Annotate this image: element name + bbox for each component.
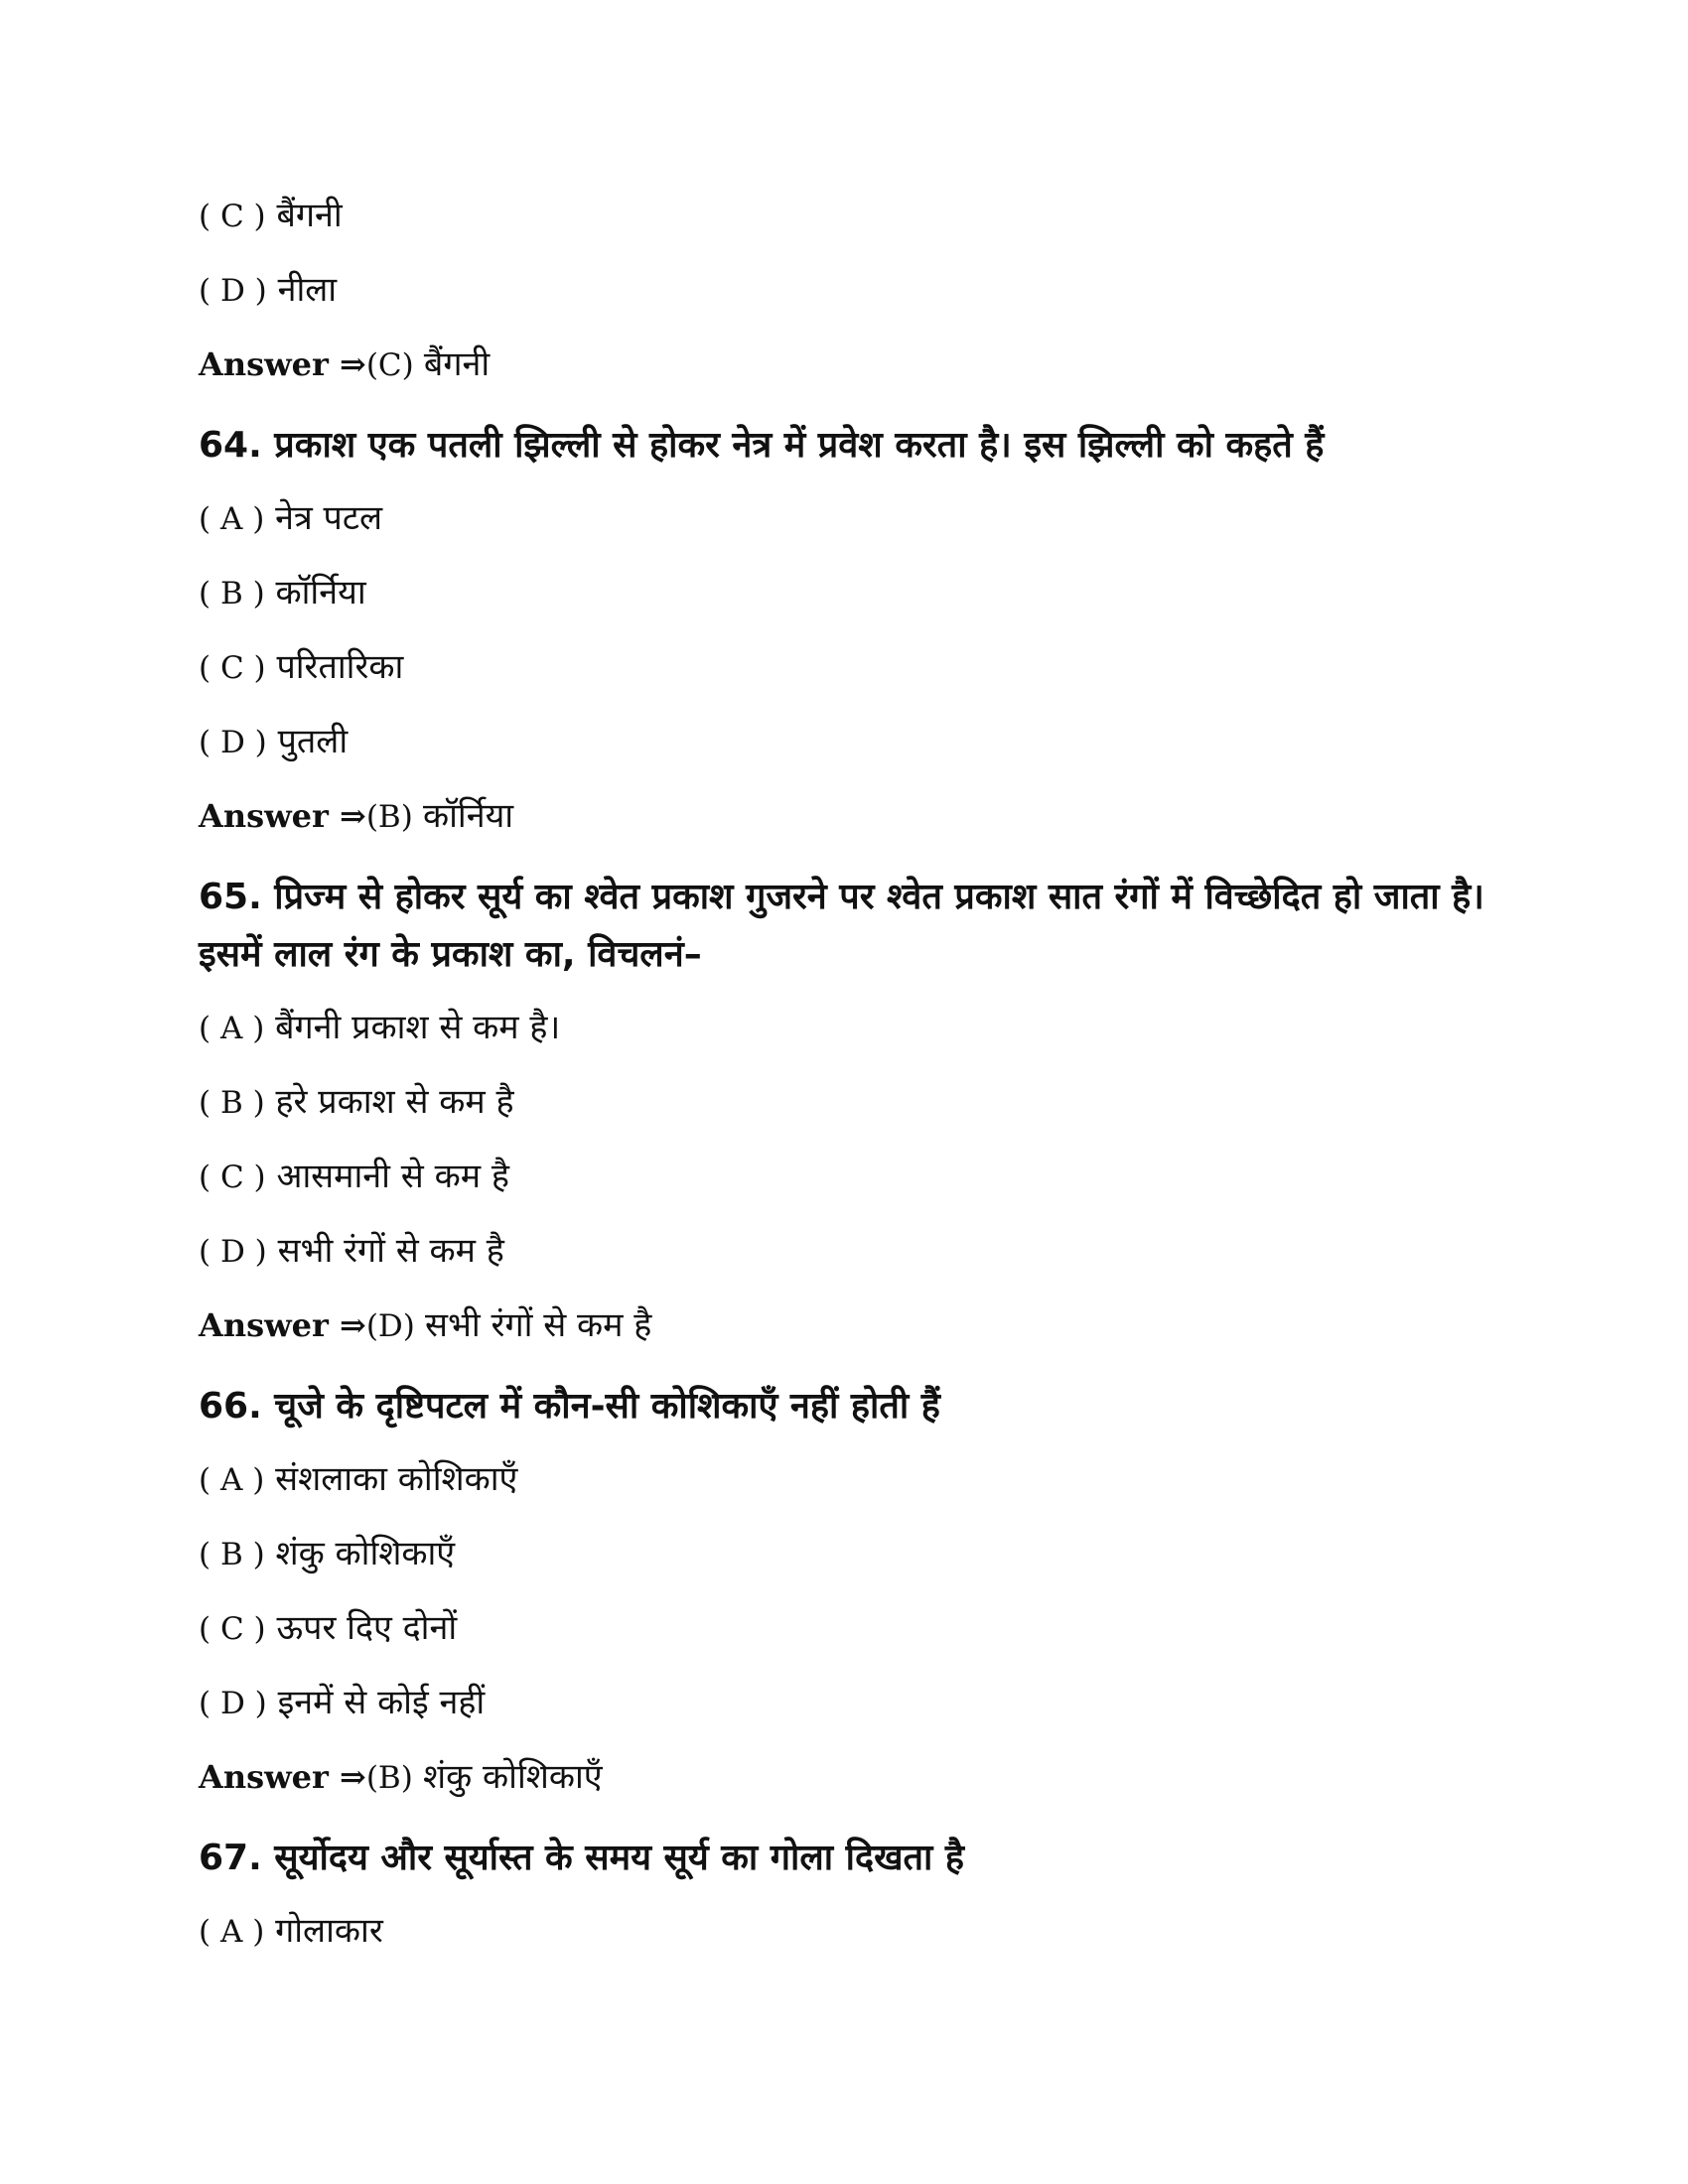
option-text: इनमें से कोई नहीं	[277, 1683, 486, 1722]
question-text: 66. चूजे के दृष्टिपटल में कौन-सी कोशिकाएँ नहीं होती हैं	[199, 1386, 940, 1427]
answer-option	[199, 1229, 1529, 1274]
option-label: ( B )	[199, 576, 265, 612]
option-text: नीला	[277, 270, 338, 310]
option-label: ( D )	[199, 1234, 267, 1270]
answer-option	[199, 1006, 1529, 1050]
option-text: बैंगनी प्रकाश से कम है।	[275, 1008, 561, 1047]
option-text: हरे प्रकाश से कम है	[275, 1082, 514, 1122]
option-text: आसमानी से कम है	[276, 1157, 509, 1196]
answer-option	[199, 720, 1529, 764]
answer-key: Answer ⇒	[199, 345, 366, 383]
answer-code: (C)	[365, 347, 414, 383]
option-text: ऊपर दिए दोनों	[276, 1608, 458, 1648]
answer-option	[199, 1681, 1529, 1725]
question-text: 67. सूर्योदय और सूर्यास्त के समय सूर्य का गोला दिखता है	[199, 1838, 965, 1878]
option-text: पुतली	[277, 722, 349, 761]
answer-code: (B)	[365, 1760, 413, 1796]
answer-key: Answer ⇒	[199, 797, 366, 835]
option-label: ( A )	[199, 1462, 265, 1498]
option-label: ( A )	[199, 1011, 265, 1046]
option-text: संशलाका कोशिकाएँ	[275, 1459, 518, 1499]
option-label: ( C )	[199, 1160, 266, 1195]
option-label: ( A )	[199, 501, 265, 537]
option-label: ( B )	[199, 1537, 265, 1572]
answer-key: Answer ⇒	[199, 1306, 366, 1344]
answer-option	[199, 194, 1529, 238]
answer-value: सभी रंगों से कम है	[425, 1305, 652, 1345]
answer-option	[199, 268, 1529, 313]
option-text: परितारिका	[276, 647, 404, 687]
answer-option	[199, 1606, 1529, 1651]
answer-option	[199, 496, 1529, 541]
answer-line	[199, 1303, 1529, 1348]
answer-option	[199, 1080, 1529, 1125]
option-text: शंकु कोशिकाएँ	[275, 1534, 456, 1573]
answer-option	[199, 571, 1529, 615]
answer-option	[199, 1457, 1529, 1502]
question-text: 64. प्रकाश एक पतली झिल्ली से होकर नेत्र में प्रवेश करता है। इस झिल्ली को कहते हैं	[199, 425, 1325, 466]
answer-value: कॉर्निया	[422, 796, 514, 836]
answer-line	[199, 794, 1529, 839]
answer-code: (D)	[365, 1308, 415, 1344]
option-text: कॉर्निया	[275, 573, 366, 613]
option-text: बैंगनी	[276, 196, 343, 235]
answer-option	[199, 1155, 1529, 1199]
option-label: ( A )	[199, 1914, 265, 1950]
answer-option	[199, 1532, 1529, 1576]
option-label: ( D )	[199, 273, 267, 309]
option-label: ( B )	[199, 1085, 265, 1121]
document-page	[199, 194, 1529, 1983]
option-label: ( C )	[199, 1611, 266, 1647]
option-label: ( C )	[199, 199, 266, 234]
option-label: ( D )	[199, 1686, 267, 1721]
answer-value: बैंगनी	[423, 344, 491, 384]
option-text: सभी रंगों से कम है	[277, 1231, 504, 1271]
answer-key: Answer ⇒	[199, 1758, 366, 1796]
answer-option	[199, 1909, 1529, 1954]
option-label: ( D )	[199, 725, 267, 760]
answer-value: शंकु कोशिकाएँ	[422, 1757, 603, 1797]
question-text: 65. प्रिज्म से होकर सूर्य का श्वेत प्रकाश गुजरने पर श्वेत प्रकाश सात रंगों में विच्छेदित हो जाता है। इसमें लाल रंग के प्रकाश का, विचलनं–	[199, 877, 1484, 975]
option-text: गोलाकार	[275, 1911, 383, 1951]
option-text: नेत्र पटल	[275, 498, 383, 538]
option-label: ( C )	[199, 650, 266, 686]
answer-line	[199, 1755, 1529, 1800]
answer-option	[199, 645, 1529, 690]
answer-code: (B)	[365, 799, 413, 835]
answer-line	[199, 342, 1529, 387]
